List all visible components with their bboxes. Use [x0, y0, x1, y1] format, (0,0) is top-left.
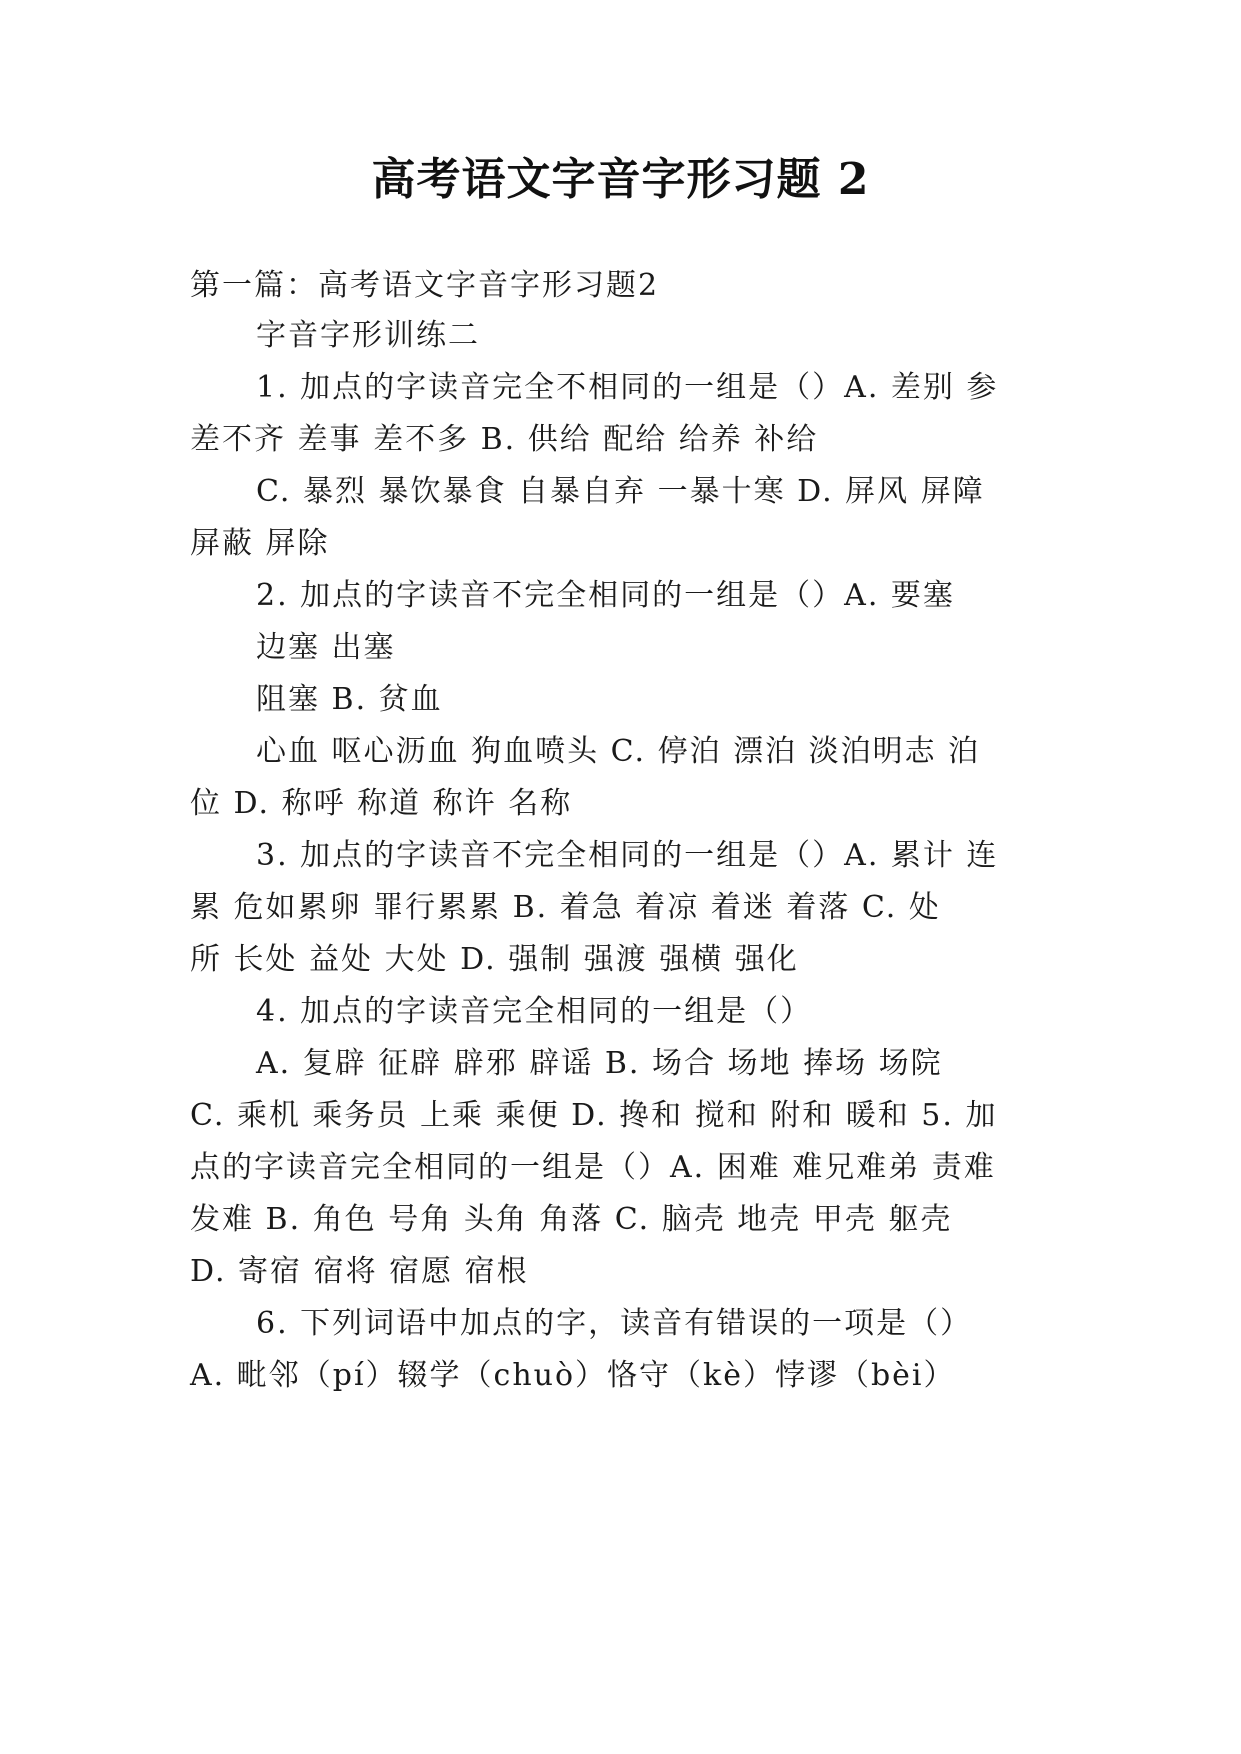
question-4-line-3: C. 乘机 乘务员 上乘 乘便 D. 搀和 搅和 附和 暖和 5. 加 [190, 1098, 998, 1133]
question-5-line-2: 发难 B. 角色 号角 头角 角落 C. 脑壳 地壳 甲壳 躯壳 [190, 1202, 953, 1237]
question-3-line-2: 累 危如累卵 罪行累累 B. 着急 着凉 着迷 着落 C. 处 [190, 890, 941, 925]
question-6-line-2: A. 毗邻（pí）辍学（chuò）恪守（kè）悖谬（bèi） [190, 1358, 956, 1393]
question-2-line-4: 心血 呕心沥血 狗血喷头 C. 停泊 漂泊 淡泊明志 泊 [256, 734, 981, 769]
question-5-line-3: D. 寄宿 宿将 宿愿 宿根 [190, 1254, 529, 1289]
section-heading: 第一篇：高考语文字音字形习题2 [190, 268, 660, 303]
question-5-line-1: 点的字读音完全相同的一组是（）A. 困难 难兄难弟 责难 [190, 1150, 996, 1185]
question-1-line-3: C. 暴烈 暴饮暴食 自暴自弃 一暴十寒 D. 屏风 屏障 [256, 474, 985, 509]
question-3-line-1: 3. 加点的字读音不完全相同的一组是（）A. 累计 连 [256, 838, 999, 873]
subheading: 字音字形训练二 [256, 318, 480, 353]
question-1-line-1: 1. 加点的字读音完全不相同的一组是（）A. 差别 参 [256, 370, 999, 405]
question-2-line-1: 2. 加点的字读音不完全相同的一组是（）A. 要塞 [256, 578, 955, 613]
question-4-line-1: 4. 加点的字读音完全相同的一组是（） [256, 994, 813, 1029]
question-1-line-2: 差不齐 差事 差不多 B. 供给 配给 给养 补给 [190, 422, 819, 457]
question-2-line-2: 边塞 出塞 [256, 630, 396, 665]
question-4-line-2: A. 复辟 征辟 辟邪 辟谣 B. 场合 场地 捧场 场院 [256, 1046, 943, 1081]
question-2-line-3: 阻塞 B. 贫血 [256, 682, 443, 717]
question-2-line-5: 位 D. 称呼 称道 称许 名称 [190, 786, 573, 821]
question-1-line-4: 屏蔽 屏除 [190, 526, 330, 561]
page-title: 高考语文字音字形习题 2 [371, 154, 870, 205]
question-3-line-3: 所 长处 益处 大处 D. 强制 强渡 强横 强化 [190, 942, 799, 977]
question-6-line-1: 6. 下列词语中加点的字，读音有错误的一项是（） [256, 1306, 973, 1341]
